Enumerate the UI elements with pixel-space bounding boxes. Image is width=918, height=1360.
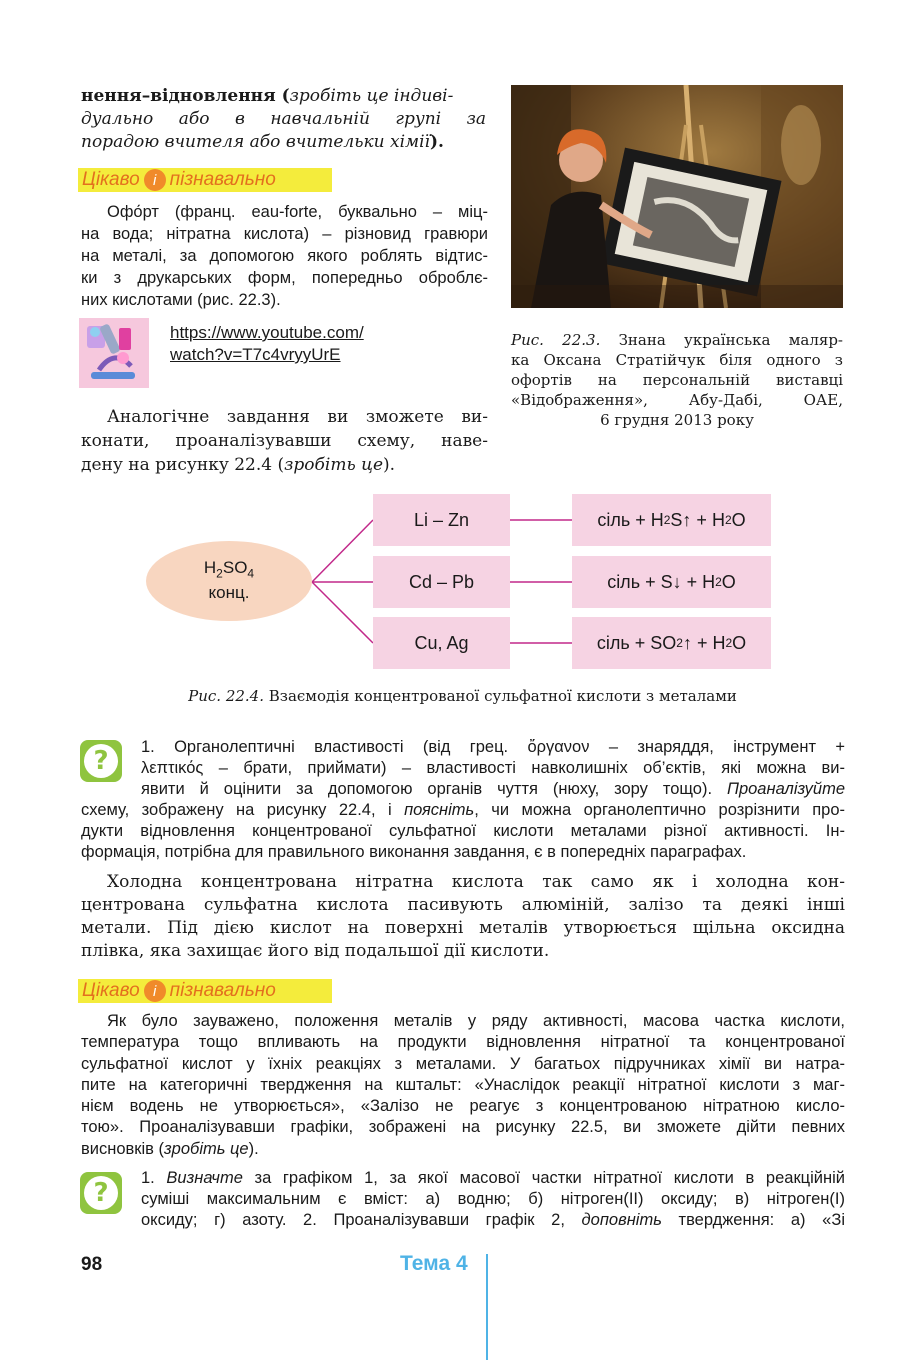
q1-line-3b: Проаналізуйте (727, 780, 845, 798)
int2-line-7c: ). (248, 1139, 259, 1158)
etching-line-4: ки з друкарських форм, попередньо оброблє- (81, 269, 488, 287)
question-icon-2: ? (80, 1172, 122, 1214)
photo-caption (511, 330, 843, 430)
q1-line-2: λεπτικός – брати, приймати) – властивості навколишніх об’єктів, які можна ви- (141, 759, 845, 777)
footer-divider (486, 1254, 488, 1360)
etching-line-1: Офо́рт (франц. eau-forte, буквально – міц- (107, 203, 488, 221)
photo-caption-line-1: Знана українська маляр- (600, 331, 844, 349)
passivation-line-2: центрована сульфатна кислота пасивують алюміній, залізо та деякі інші (81, 895, 845, 915)
metal-label-3: Cu, Ag (414, 632, 469, 653)
etching-paragraph (81, 201, 488, 311)
passivation-line-3: метали. Під дією кислот на поверхні металів утворюється щільна оксидна (81, 918, 845, 938)
acid-h: H (203, 558, 217, 577)
q1-line-1: 1. Органолептичні властивості (від грец. ὄργανον – знаряддя, інструмент + (141, 738, 845, 756)
metal-box-1 (373, 494, 510, 546)
product-3a: сіль + SO (596, 632, 677, 653)
info-icon: і (144, 169, 166, 191)
banner-right: пізнавально (169, 169, 276, 190)
metal-label-2: Cd – Pb (408, 571, 475, 592)
acid-ellipse (146, 541, 312, 621)
info-icon-2: і (144, 980, 166, 1002)
acid-so: SO (222, 558, 248, 577)
q1-line-4c: , чи можна органолептично розрізнити про- (474, 801, 846, 819)
product-1a: сіль + H (597, 509, 664, 530)
q2-line-1c: за графіком 1, за якої масової частки нітратної кислоти в реакційній (242, 1169, 845, 1187)
analog-line-1: Аналогічне завдання ви зможете ви- (107, 407, 488, 427)
photo-caption-line-4: «Відображення», Абу-Дабі, ОАЕ, (511, 391, 843, 409)
acid-label: конц. (208, 583, 250, 603)
intro-paragraph (81, 85, 486, 154)
int2-line-1: Як було зауважено, положення металів у ряду активності, масова частка кислоти, (107, 1012, 845, 1030)
int2-line-3: сульфатної кислот у їхніх реакціях з металами. У багатьох підручниках хімії ви натра- (81, 1054, 845, 1073)
product-1-sub2: 2 (724, 513, 732, 527)
topic-label: Тема 4 (400, 1252, 468, 1275)
int2-line-7b: зробіть це (164, 1139, 249, 1158)
photo-caption-label: Рис. 22.3. (511, 331, 601, 349)
intro-line-3b: ). (430, 132, 444, 152)
q2-line-3c: твердження: а) «Зі (661, 1211, 845, 1229)
intro-line-2: дуально або в навчальній групі за (81, 109, 486, 129)
q1-line-6: формація, потрібна для правильного виконання завдання, є в попередніх параграфах. (81, 843, 747, 861)
metal-box-3 (373, 617, 510, 669)
banner2-left: Цікаво (82, 980, 140, 1001)
photo-caption-line-5: 6 грудня 2013 року (600, 411, 754, 429)
q2-line-3b: доповніть (581, 1211, 662, 1229)
product-3-sub2: 2 (725, 636, 733, 650)
intro-line-3a: порадою вчителя або вчительки хімії (81, 132, 430, 152)
product-3b: ↑ + H (682, 632, 726, 653)
product-2a: сіль + S↓ + H (607, 571, 716, 592)
int2-line-2: температура тощо впливають на продукти відновлення нітратної та концентрованої (81, 1033, 845, 1052)
metal-box-2 (373, 556, 510, 608)
q1-line-5: дукти відновлення концентрованої сульфатної кислоти металами різної активності. Ін- (81, 822, 845, 840)
analog-paragraph (81, 405, 488, 477)
q2-line-3a: оксиду; г) азоту. 2. Проаналізувавши графік 2, (141, 1211, 582, 1229)
q1-line-4a: схему, зображену на рисунку 22.4, і (81, 801, 405, 819)
product-2-sub1: 2 (715, 575, 722, 589)
analog-line-3a: дену на рисунку 22.4 ( (81, 455, 285, 475)
analog-line-3b: зробіть це (284, 455, 384, 475)
analog-line-3c: ). (383, 455, 396, 475)
video-link[interactable] (170, 322, 364, 366)
product-box-3 (572, 617, 771, 669)
int2-line-5: нієм водень не утворюється», «Залізо не реагує з концентрованою нітратною кисло- (81, 1097, 845, 1116)
q2-line-1a: 1. (141, 1169, 167, 1187)
product-1b: S↑ + H (670, 509, 725, 530)
int2-line-4: пите на категоричні твердження на кштальт: «Унаслідок реакції нітратної кислоти з маг- (81, 1075, 845, 1094)
metal-label-1: Li – Zn (413, 509, 470, 530)
photo-caption-line-3: офортів на персональній виставці (511, 371, 843, 389)
int2-line-7a: висновків ( (81, 1139, 165, 1158)
acid-sub-2: 2 (216, 566, 223, 581)
diagram-caption-label: Рис. 22.4. (188, 687, 264, 705)
passivation-line-1: Холодна концентрована нітратна кислота так само як і холодна кон- (107, 872, 845, 892)
diagram-caption-text: Взаємодія концентрованої сульфатної кислоти з металами (263, 687, 737, 705)
interesting-banner-2 (78, 979, 332, 1003)
product-3c: O (732, 632, 747, 653)
product-box-1 (572, 494, 771, 546)
product-2b: O (721, 571, 736, 592)
product-3-sub1: 2 (676, 636, 683, 650)
microscope-icon (79, 318, 149, 388)
question-1 (81, 737, 845, 863)
product-box-2 (572, 556, 771, 608)
interesting-paragraph-2 (81, 1011, 845, 1160)
intro-line-1a: нення–відновлення ( (81, 86, 290, 106)
banner-left: Цікаво (82, 169, 140, 190)
etching-line-5: них кислотами (рис. 22.3). (81, 291, 281, 309)
link-line-1[interactable]: https://www.youtube.com/ (170, 323, 364, 342)
page-number: 98 (81, 1254, 103, 1275)
question-2 (141, 1168, 845, 1231)
q2-line-2: суміші максимальним є вміст: а) водню; б) нітроген(II) оксиду; в) нітроген(I) (141, 1190, 845, 1208)
photo-etching-exhibition (511, 85, 843, 308)
etching-line-2: на вода; нітратна кислота) – різновид гравюри (81, 225, 488, 243)
analog-line-2: конати, проаналізувавши схему, наве- (81, 431, 488, 451)
question-icon: ? (80, 740, 122, 782)
intro-line-1b: зробіть це індиві- (289, 86, 454, 106)
q1-line-3a: явити й оцінити за допомогою органів чуття (нюху, зору тощо). (141, 780, 727, 798)
int2-line-6: тою». Проаналізувавши графіки, зображені на рисунку 22.5, ви зможете дійти певних (81, 1118, 845, 1137)
acid-sub-4: 4 (247, 566, 255, 581)
product-1c: O (731, 509, 746, 530)
passivation-line-4: плівка, яка захищає його від подальшої дії кислоти. (81, 941, 550, 961)
etching-line-3: на металі, за допомогою якого роблять відтис- (81, 247, 488, 265)
link-line-2[interactable]: watch?v=T7c4vryyUrE (170, 345, 341, 364)
product-1-sub1: 2 (663, 513, 671, 527)
passivation-paragraph (81, 871, 845, 963)
q2-line-1b: Визначте (166, 1169, 243, 1187)
diagram-caption (0, 686, 918, 706)
q1-line-4b: поясніть (404, 801, 475, 819)
photo-caption-line-2: ка Оксана Стратійчук біля одного з (511, 351, 843, 369)
banner2-right: пізнавально (169, 980, 276, 1001)
interesting-banner (78, 168, 332, 192)
